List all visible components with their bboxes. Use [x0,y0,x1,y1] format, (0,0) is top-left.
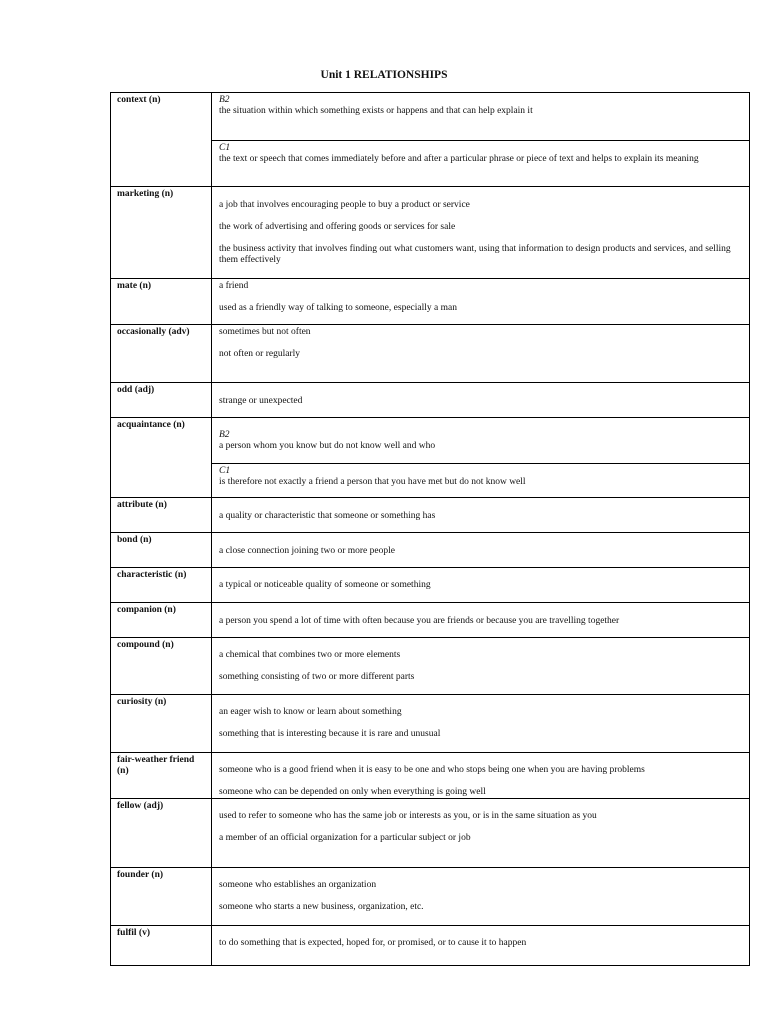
term-label: bond (n) [117,535,152,545]
term-cell [111,533,212,568]
term-label: compound (n) [117,640,174,650]
term-cell [111,568,212,603]
definition-block [212,463,749,497]
definition-text: someone who can be depended on only when everything is going well [219,787,486,797]
definition-text: used to refer to someone who has the same job or interests as you, or is in the same situation as you [219,811,597,821]
definition-cell [212,868,750,926]
term-label: odd (adj) [117,385,155,395]
definition-text: is therefore not exactly a friend a person that you have met but do not know well [219,477,526,487]
definition-cell [212,383,750,418]
definition-text: the text or speech that comes immediately before and after a particular phrase or piece of text and helps to explain its meaning [219,154,699,164]
table-row [111,498,750,533]
term-label: founder (n) [117,870,164,880]
term-cell [111,753,212,799]
table-row [111,325,750,383]
term-label: characteristic (n) [117,570,187,580]
definition-cell [212,695,750,753]
definition-text: not often or regularly [219,349,300,359]
term-cell [111,695,212,753]
definition-text: a person whom you know but do not know well and who [219,441,436,451]
term-cell [111,325,212,383]
definition-block [212,603,749,637]
term-cell [111,868,212,926]
page-title: Unit 1 RELATIONSHIPS [320,69,448,81]
definition-block [212,93,749,140]
definition-block [212,418,749,463]
table-row [111,93,750,187]
term-cell [111,279,212,325]
level-label: C1 [219,143,231,153]
term-label: context (n) [117,95,161,105]
term-label: marketing (n) [117,189,174,199]
definition-text: something consisting of two or more different parts [219,672,415,682]
term-cell [111,418,212,498]
term-cell [111,603,212,638]
definition-text: a friend [219,281,249,291]
definition-text: a close connection joining two or more people [219,546,395,556]
definition-text: someone who is a good friend when it is easy to be one and who stops being one when you are having problems [219,765,645,775]
definition-text: the situation within which something exists or happens and that can help explain it [219,106,533,116]
definition-block [212,187,749,278]
definition-cell [212,93,750,187]
term-label: companion (n) [117,605,176,615]
definition-cell [212,533,750,568]
definition-cell [212,638,750,695]
definition-text: someone who establishes an organization [219,880,377,890]
definition-block [212,383,749,417]
definition-block [212,568,749,602]
definition-text: used as a friendly way of talking to someone, especially a man [219,303,457,313]
definition-cell [212,498,750,533]
term-cell [111,383,212,418]
definition-block [212,638,749,694]
definition-text: sometimes but not often [219,327,311,337]
definition-text: a quality or characteristic that someone or something has [219,511,436,521]
definition-text: a person you spend a lot of time with often because you are friends or because you are travelling together [219,616,620,626]
table-row [111,383,750,418]
term-cell [111,187,212,279]
vocabulary-table [110,92,750,966]
table-row [111,638,750,695]
definition-cell [212,753,750,799]
term-cell [111,498,212,533]
definition-text: a member of an official organization for a particular subject or job [219,833,471,843]
term-label: occasionally (adv) [117,327,190,337]
table-row [111,568,750,603]
definition-block [212,926,749,965]
table-row [111,533,750,568]
definition-block [212,325,749,382]
table-row [111,753,750,799]
level-label: C1 [219,466,231,476]
term-label: acquaintance (n) [117,420,185,430]
term-label: curiosity (n) [117,697,167,707]
table-row [111,187,750,279]
definition-block [212,140,749,186]
term-label: fellow (adj) [117,801,164,811]
definition-text: a typical or noticeable quality of someone or something [219,580,431,590]
table-row [111,868,750,926]
definition-cell [212,279,750,325]
definition-text: someone who starts a new business, organization, etc. [219,902,424,912]
definition-text: a job that involves encouraging people to buy a product or service [219,200,470,210]
definition-block [212,753,749,798]
term-cell [111,799,212,868]
definition-text: the business activity that involves finding out what customers want, using that information to design products and services, and selling them effectively [219,244,731,265]
definition-cell [212,799,750,868]
definition-block [212,279,749,324]
term-cell [111,93,212,187]
table-row [111,418,750,498]
definition-text: something that is interesting because it is rare and unusual [219,729,441,739]
term-label: attribute (n) [117,500,167,510]
definition-cell [212,926,750,966]
term-cell [111,638,212,695]
definition-block [212,799,749,867]
table-row [111,799,750,868]
table-row [111,695,750,753]
definition-cell [212,603,750,638]
table-row [111,279,750,325]
table-row [111,926,750,966]
definition-text: a chemical that combines two or more elements [219,650,401,660]
definition-cell [212,418,750,498]
definition-text: the work of advertising and offering goods or services for sale [219,222,456,232]
term-label: fair-weather friend (n) [117,755,195,776]
definition-cell [212,325,750,383]
definition-text: strange or unexpected [219,396,303,406]
definition-block [212,695,749,752]
term-label: mate (n) [117,281,152,291]
term-label: fulfil (v) [117,928,150,938]
level-label: B2 [219,95,230,105]
level-label: B2 [219,430,230,440]
definition-text: to do something that is expected, hoped for, or promised, or to cause it to happen [219,938,527,948]
definition-text: an eager wish to know or learn about something [219,707,402,717]
definition-block [212,498,749,532]
definition-cell [212,568,750,603]
vocabulary-table-body [111,93,750,966]
definition-cell [212,187,750,279]
definition-block [212,533,749,567]
term-cell [111,926,212,966]
definition-block [212,868,749,925]
table-row [111,603,750,638]
